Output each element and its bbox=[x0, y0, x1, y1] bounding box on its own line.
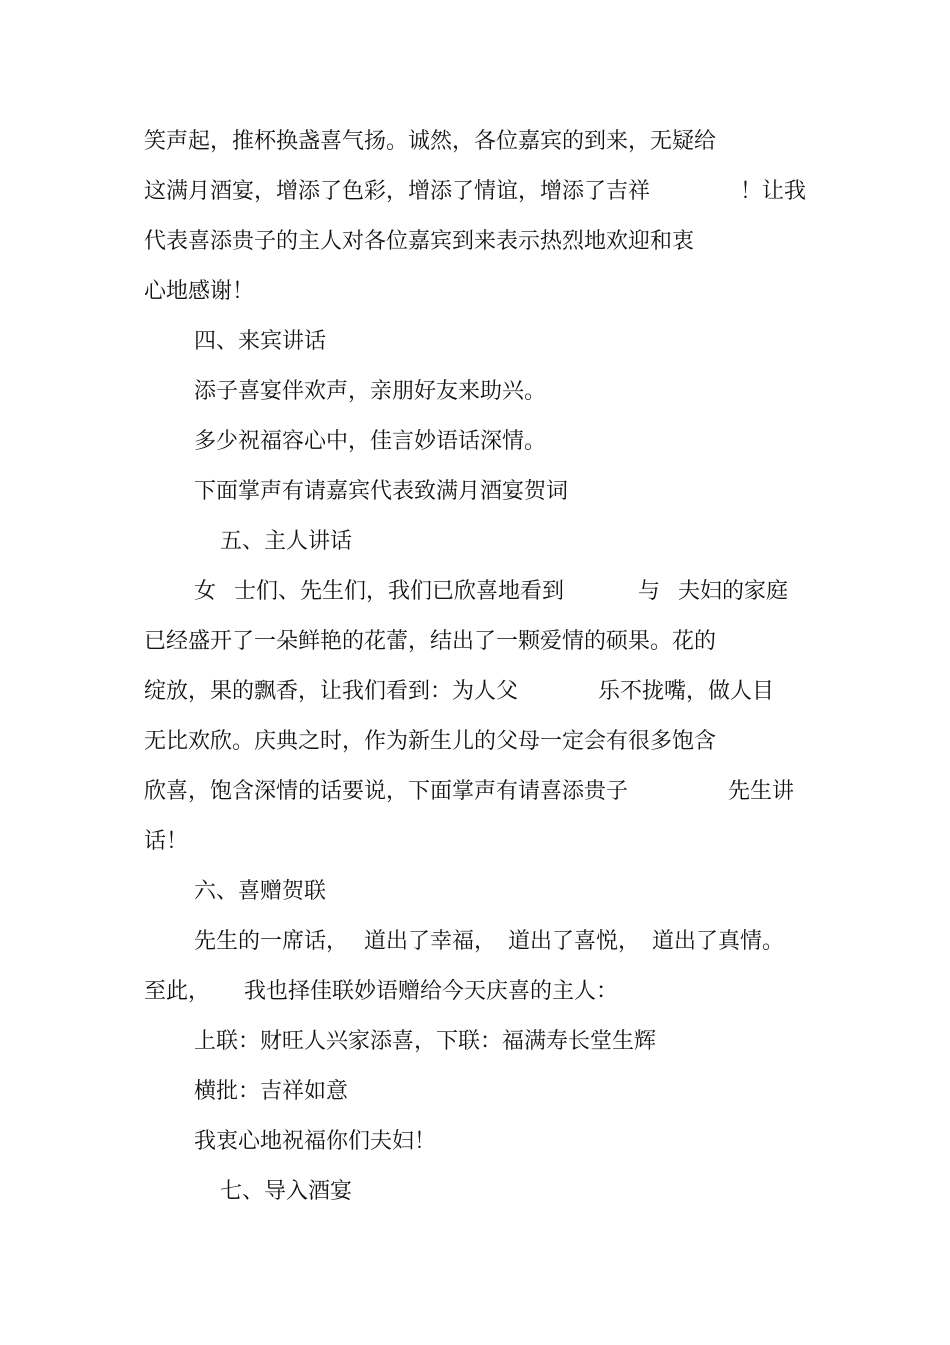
text-segment: 六、喜赠贺联 bbox=[194, 879, 327, 904]
text-segment: 五、主人讲话 bbox=[220, 529, 353, 554]
text-segment: 这满月酒宴，增添了色彩，增添了情谊，增添了吉祥 bbox=[144, 179, 651, 204]
text-segment: 四、来宾讲话 bbox=[194, 329, 327, 354]
section-heading bbox=[220, 1177, 353, 1267]
text-segment: 上联：财旺人兴家添喜，下联：福满寿长堂生辉 bbox=[194, 1029, 657, 1054]
text-segment: 多少祝福容心中，佳言妙语话深情。 bbox=[194, 429, 547, 454]
text-segment: 至此， bbox=[144, 979, 211, 1004]
text-segment: 道出了幸福， bbox=[364, 929, 497, 954]
text-segment: 夫妇的家庭 bbox=[678, 579, 789, 604]
text-segment: 笑声起，推杯换盏喜气扬。诚然，各位嘉宾的到来，无疑给 bbox=[144, 129, 717, 154]
text-segment: 横批：吉祥如意 bbox=[194, 1079, 349, 1104]
text-segment: 七、导入酒宴 bbox=[220, 1179, 353, 1204]
text-segment: 已经盛开了一朵鲜艳的花蕾，结出了一颗爱情的硕果。花的 bbox=[144, 629, 717, 654]
text-segment: 我也择佳联妙语赠给今天庆喜的主人： bbox=[244, 979, 619, 1004]
text-segment: 女 bbox=[194, 579, 217, 604]
text-segment: 士们、先生们，我们已欣喜地看到 bbox=[234, 579, 565, 604]
text-segment: 道出了真情。 bbox=[652, 929, 785, 954]
text-segment: 绽放，果的飘香，让我们看到：为人父 bbox=[144, 679, 519, 704]
text-line bbox=[144, 277, 255, 367]
text-segment: 无比欢欣。庆典之时，作为新生儿的父母一定会有很多饱含 bbox=[144, 729, 717, 754]
text-segment: 添子喜宴伴欢声，亲朋好友来助兴。 bbox=[194, 379, 547, 404]
text-segment: 心地感谢！ bbox=[144, 279, 255, 304]
text-segment: 代表喜添贵子的主人对各位嘉宾到来表示热烈地欢迎和衷 bbox=[144, 229, 695, 254]
text-segment: 话！ bbox=[144, 829, 189, 854]
text-segment: 下面掌声有请嘉宾代表致满月酒宴贺词 bbox=[194, 479, 569, 504]
text-segment: 乐不拢嘴，做人目 bbox=[598, 679, 775, 704]
text-segment: 先生讲 bbox=[728, 779, 795, 804]
text-segment: 先生的一席话， bbox=[194, 929, 349, 954]
text-segment: 道出了喜悦， bbox=[508, 929, 641, 954]
text-segment: 我衷心地祝福你们夫妇！ bbox=[194, 1129, 437, 1154]
text-segment: 与 bbox=[638, 579, 661, 604]
text-segment: ！让我 bbox=[740, 179, 807, 204]
text-line bbox=[144, 827, 189, 917]
text-segment: 欣喜，饱含深情的话要说，下面掌声有请喜添贵子 bbox=[144, 779, 629, 804]
